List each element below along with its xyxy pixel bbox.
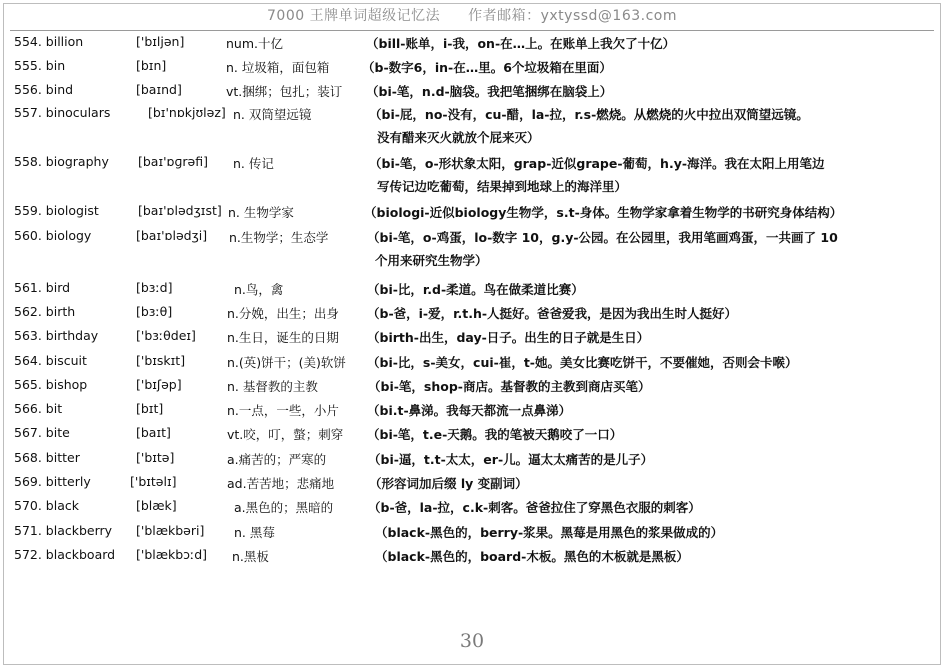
vocab-entry: [14, 203, 934, 223]
entry-meaning: n.鸟，禽: [234, 282, 284, 297]
entry-mnemonic: （bi-逼，t.t-太太，er-儿。逼太太痛苦的是儿子）: [368, 452, 654, 467]
entry-number-word: 554. billion: [14, 34, 84, 49]
entry-number-word: 556. bind: [14, 82, 74, 97]
entry-number-word: 560. biology: [14, 228, 92, 243]
vocab-entry: [14, 280, 934, 300]
entry-phonetic: ['blækbəri]: [136, 523, 205, 538]
entry-phonetic: [bɪ'nɒkjʊləz]: [148, 105, 226, 120]
entry-number-word: 557. binoculars: [14, 105, 111, 120]
entry-number-word: 571. blackberry: [14, 523, 113, 538]
entry-phonetic: ['bɜːθdeɪ]: [136, 328, 196, 343]
entry-phonetic: [blæk]: [136, 498, 177, 513]
vocab-entry: [14, 154, 934, 174]
entry-mnemonic-continued: 个用来研究生物学）: [375, 253, 488, 268]
entry-mnemonic: （biologi-近似biology生物学，s.t-身体。生物学家拿着生物学的书研究身体结构）: [364, 205, 843, 220]
vocab-entry: [14, 450, 934, 470]
entry-mnemonic: （bi-笔，shop-商店。基督教的主教到商店买笔）: [368, 379, 651, 394]
entry-mnemonic: （bi-笔，o-鸡蛋，lo-数字 10，g.y-公园。在公园里，我用笔画鸡蛋，一共画了 10: [367, 230, 838, 245]
vocab-entry: [14, 34, 934, 54]
vocab-entry: [14, 82, 934, 102]
entry-phonetic: [bɪn]: [136, 58, 167, 73]
entry-phonetic: [baɪ'ɒlədʒi]: [136, 228, 208, 243]
entry-phonetic: ['bɪtə]: [136, 450, 175, 465]
entry-meaning: n. 垃圾箱，面包箱: [226, 60, 330, 75]
document-page: [3, 3, 941, 665]
entry-mnemonic: （bi-笔，t.e-天鹅。我的笔被天鹅咬了一口）: [367, 427, 623, 442]
entry-phonetic: [baɪ'ɒɡrəfi]: [138, 154, 209, 169]
entry-mnemonic-continued: 没有醋来灭火就放个屁来灭）: [377, 130, 540, 145]
entry-number-word: 561. bird: [14, 280, 71, 295]
vocab-entry: [14, 474, 934, 494]
entry-number-word: 569. bitterly: [14, 474, 91, 489]
entry-number-word: 570. black: [14, 498, 79, 513]
entry-mnemonic: （bill-账单，i-我，on-在…上。在账单上我欠了十亿）: [366, 36, 676, 51]
entry-mnemonic: （bi-屁，no-没有，cu-醋，la-拉，r.s-燃烧。从燃烧的火中拉出双筒望远镜。: [369, 107, 809, 122]
entry-mnemonic-continued: 写传记边吃葡萄，结果掉到地球上的海洋里）: [377, 179, 628, 194]
entry-number-word: 564. biscuit: [14, 353, 87, 368]
vocab-entry: [14, 523, 934, 543]
vocab-entry: [14, 228, 934, 248]
vocab-entry: [14, 425, 934, 445]
entry-phonetic: ['bɪskɪt]: [136, 353, 186, 368]
entry-number-word: 558. biography: [14, 154, 109, 169]
entry-meaning: num.十亿: [226, 36, 283, 51]
entry-phonetic: [baɪt]: [136, 425, 171, 440]
entry-meaning: n.生物学；生态学: [229, 230, 329, 245]
entry-meaning: ad.苦苦地；悲痛地: [227, 476, 335, 491]
entry-meaning: n. 双筒望远镜: [233, 107, 312, 122]
entry-number-word: 559. biologist: [14, 203, 99, 218]
entry-mnemonic: （bi.t-鼻涕。我每天都流一点鼻涕）: [367, 403, 572, 418]
entry-number-word: 555. bin: [14, 58, 66, 73]
entry-phonetic: [bɪt]: [136, 401, 164, 416]
entry-mnemonic: （birth-出生，day-日子。出生的日子就是生日）: [367, 330, 650, 345]
entry-phonetic: ['bɪljən]: [136, 34, 185, 49]
entry-meaning: n. 传记: [233, 156, 274, 171]
entry-mnemonic: （bi-比，s-美女，cui-崔，t-她。美女比赛吃饼干，不要催她，否则会卡喉）: [367, 355, 798, 370]
entry-phonetic: [baɪnd]: [136, 82, 182, 97]
entry-phonetic: ['bɪtəlɪ]: [130, 474, 177, 489]
entry-meaning: n.一点，一些，小片: [227, 403, 339, 418]
vocab-entry: [14, 353, 934, 373]
entry-meaning: vt.咬，叮，螫；刺穿: [227, 427, 344, 442]
entry-number-word: 562. birth: [14, 304, 76, 319]
entry-meaning: a.痛苦的；严寒的: [227, 452, 327, 467]
entry-number-word: 572. blackboard: [14, 547, 116, 562]
entry-meaning: vt.捆绑；包扎；装订: [226, 84, 343, 99]
entry-meaning: a.黑色的；黑暗的: [234, 500, 334, 515]
entry-mnemonic: （b-爸，la-拉，c.k-刺客。爸爸拉住了穿黑色衣服的刺客）: [368, 500, 701, 515]
entry-number-word: 563. birthday: [14, 328, 99, 343]
entry-mnemonic: （black-黑色的，board-木板。黑色的木板就是黑板）: [375, 549, 689, 564]
entry-mnemonic: （形容词加后缀 ly 变副词）: [369, 476, 528, 491]
entry-meaning: n. 生物学家: [228, 205, 294, 220]
vocab-entry: [14, 498, 934, 518]
entry-number-word: 568. bitter: [14, 450, 80, 465]
entry-number-word: 566. bit: [14, 401, 63, 416]
entry-meaning: n.分娩，出生；出身: [227, 306, 339, 321]
entry-meaning: n. 黑莓: [234, 525, 275, 540]
entry-meaning: n.(英)饼干；(美)软饼: [227, 355, 346, 370]
header-title: 7000 王牌单词超级记忆法: [267, 8, 441, 24]
entry-meaning: n. 基督教的主教: [227, 379, 318, 394]
entry-phonetic: [bɜːθ]: [136, 304, 173, 319]
entry-mnemonic: （bi-笔，o-形状象太阳，grap-近似grape-葡萄，h.y-海洋。我在太阳上用笔边: [369, 156, 825, 171]
vocab-entry: [14, 328, 934, 348]
entry-phonetic: ['bɪʃəp]: [136, 377, 182, 392]
entry-phonetic: [baɪ'ɒlədʒɪst]: [138, 203, 222, 218]
entry-mnemonic: （b-爸，i-爱，r.t.h-人挺好。爸爸爱我，是因为我出生时人挺好）: [367, 306, 738, 321]
entry-mnemonic: （bi-笔，n.d-脑袋。我把笔捆绑在脑袋上）: [366, 84, 613, 99]
header-author-email: 作者邮箱：yxtyssd@163.com: [468, 8, 677, 24]
vocab-entry: [14, 58, 934, 78]
entry-number-word: 565. bishop: [14, 377, 88, 392]
vocab-entry: [14, 304, 934, 324]
vocab-entry: [14, 547, 934, 567]
entry-number-word: 567. bite: [14, 425, 70, 440]
vocab-entry: [14, 401, 934, 421]
page-header: [10, 4, 934, 31]
entry-mnemonic: （bi-比，r.d-柔道。鸟在做柔道比赛）: [367, 282, 584, 297]
vocab-entry: [14, 377, 934, 397]
entry-meaning: n.生日，诞生的日期: [227, 330, 339, 345]
entry-mnemonic: （b-数字6，in-在…里。6个垃圾箱在里面）: [362, 60, 612, 75]
entry-phonetic: [bɜːd]: [136, 280, 173, 295]
entry-meaning: n.黑板: [232, 549, 269, 564]
entry-phonetic: ['blækbɔːd]: [136, 547, 208, 562]
entry-mnemonic: （black-黑色的，berry-浆果。黑莓是用黑色的浆果做成的）: [375, 525, 724, 540]
vocab-entry: [14, 105, 934, 125]
page-number: 30: [459, 630, 485, 652]
